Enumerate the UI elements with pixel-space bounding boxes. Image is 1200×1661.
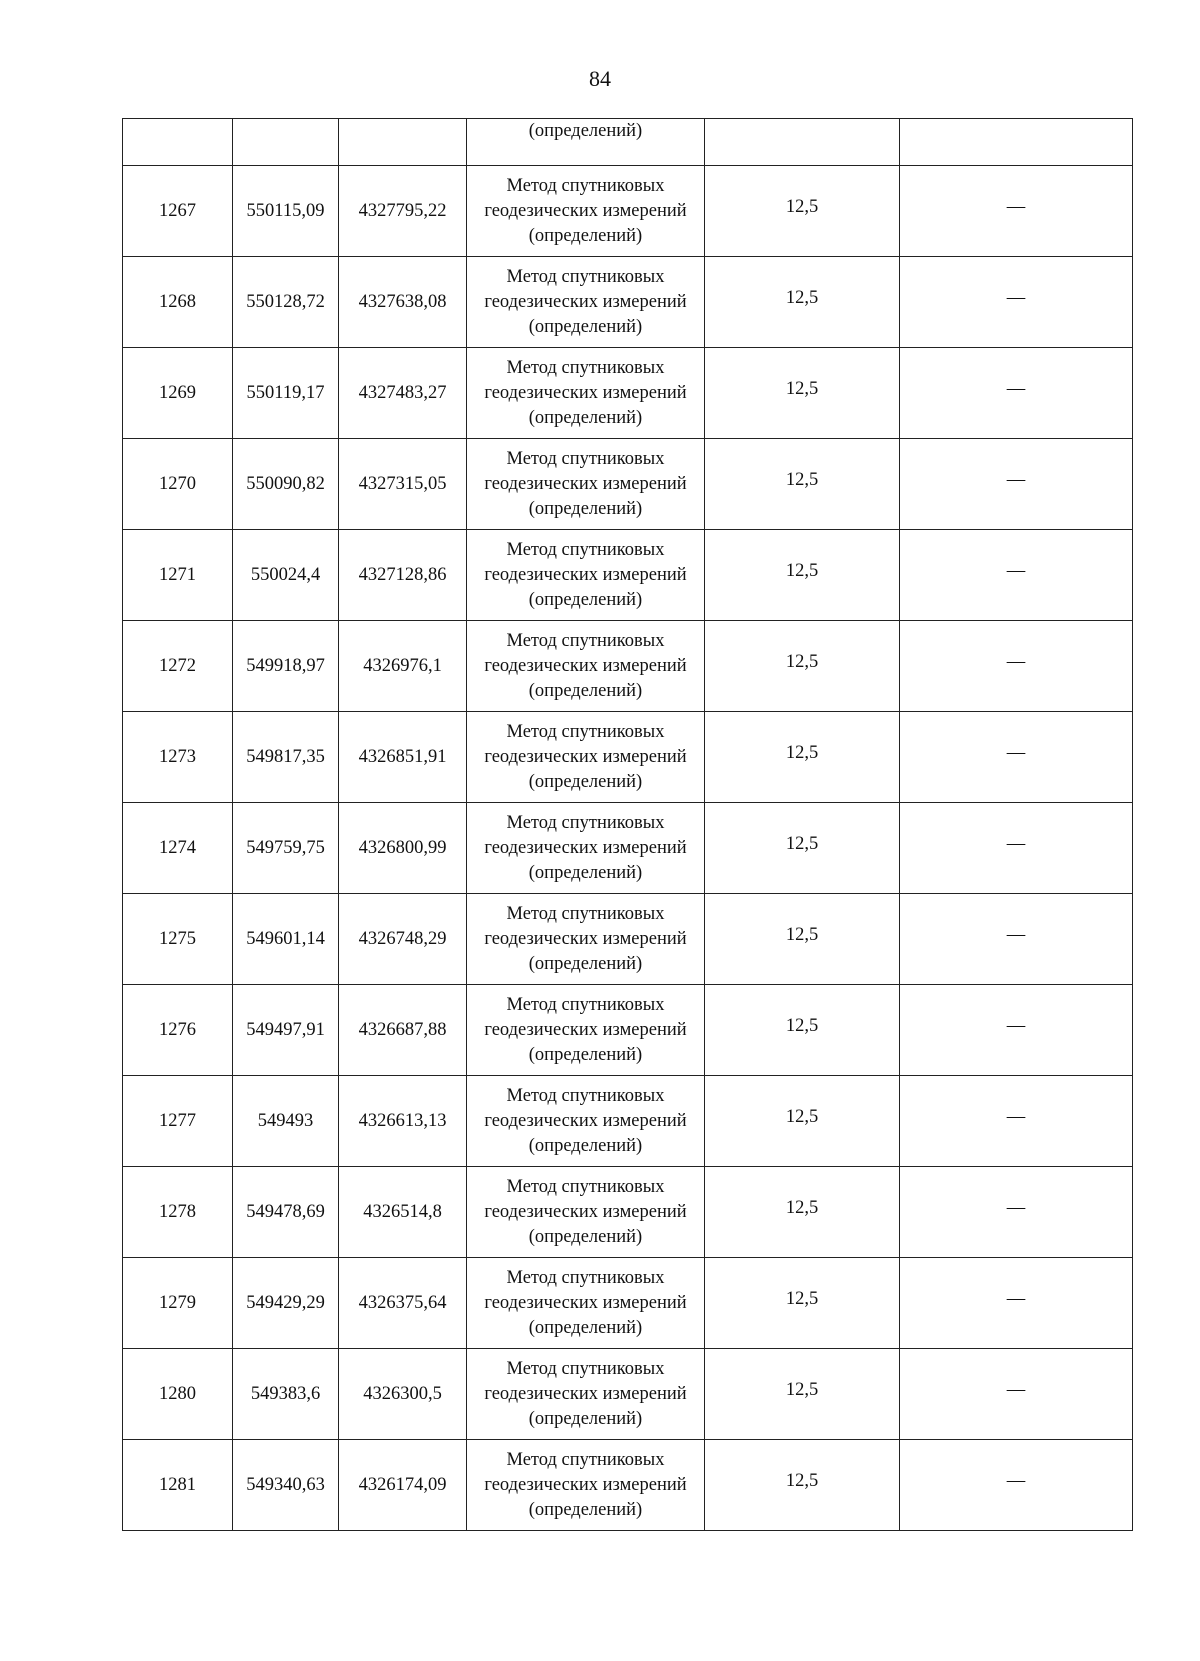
method-cell: [467, 1076, 705, 1167]
point-number-cell: [123, 712, 233, 803]
y-coordinate-cell: [339, 257, 467, 348]
note-cell: [900, 1258, 1133, 1349]
accuracy-cell-text: 12,5: [785, 1288, 819, 1309]
note-cell-text: —: [1006, 1015, 1026, 1036]
point-number-cell-text: 1275: [159, 928, 196, 949]
method-line: геодезических измерений: [484, 473, 687, 494]
accuracy-cell-text: 12,5: [785, 742, 819, 763]
method-line: (определений): [528, 407, 643, 428]
point-number-cell: [123, 439, 233, 530]
y-coordinate-cell: [339, 166, 467, 257]
method-line: геодезических измерений: [484, 382, 687, 403]
accuracy-cell-text: 12,5: [785, 1470, 819, 1491]
y-coordinate-cell: [339, 439, 467, 530]
note-cell: [900, 348, 1133, 439]
accuracy-cell: [705, 803, 900, 894]
method-line: (определений): [528, 1226, 643, 1247]
accuracy-cell-text: 12,5: [785, 1197, 819, 1218]
method-cell: [467, 621, 705, 712]
x-coordinate-cell-text: 549817,35: [246, 746, 325, 767]
table-row: [123, 257, 1133, 348]
table-row: [123, 1258, 1133, 1349]
x-coordinate-cell: [233, 348, 339, 439]
x-coordinate-cell: [233, 1167, 339, 1258]
y-coordinate-cell: [339, 348, 467, 439]
accuracy-cell-text: 12,5: [785, 1015, 819, 1036]
point-number-cell: [123, 1258, 233, 1349]
point-number-cell-text: 1281: [159, 1474, 196, 1495]
table-body: [123, 119, 1133, 1531]
coordinates-table: [122, 118, 1133, 1531]
point-number-cell-text: 1270: [159, 473, 196, 494]
x-coordinate-cell: [233, 712, 339, 803]
point-number-cell-text: 1267: [159, 200, 196, 221]
method-line: (определений): [528, 121, 643, 141]
method-cell: [467, 985, 705, 1076]
y-coordinate-cell: [339, 621, 467, 712]
method-line: Метод спутниковых: [506, 357, 665, 378]
y-coordinate-cell: [339, 1440, 467, 1531]
method-line: Метод спутниковых: [506, 994, 665, 1015]
x-coordinate-cell: [233, 803, 339, 894]
table-row: [123, 1349, 1133, 1440]
x-coordinate-cell: [233, 985, 339, 1076]
method-line: геодезических измерений: [484, 564, 687, 585]
x-coordinate-cell: [233, 894, 339, 985]
method-line: Метод спутниковых: [506, 903, 665, 924]
method-line: Метод спутниковых: [506, 266, 665, 287]
point-number-cell: [123, 1076, 233, 1167]
x-coordinate-cell-text: 550024,4: [250, 564, 321, 585]
accuracy-cell-text: 12,5: [785, 1379, 819, 1400]
method-line: геодезических измерений: [484, 837, 687, 858]
method-line: (определений): [528, 316, 643, 337]
y-coordinate-cell-text: 4326514,8: [363, 1201, 442, 1222]
note-cell-text: —: [1006, 287, 1026, 308]
method-line: (определений): [528, 1408, 643, 1429]
accuracy-cell: [705, 1440, 900, 1531]
x-coordinate-cell-text: 549759,75: [246, 837, 325, 858]
x-coordinate-cell-text: 550090,82: [246, 473, 325, 494]
note-cell-text: —: [1006, 196, 1026, 217]
note-cell: [900, 985, 1133, 1076]
note-cell: [900, 803, 1133, 894]
note-cell-text: —: [1006, 924, 1026, 945]
point-number-cell: [123, 530, 233, 621]
method-cell: [467, 119, 705, 166]
accuracy-cell: [705, 1167, 900, 1258]
note-cell-text: —: [1006, 469, 1026, 490]
x-coordinate-cell-text: 550128,72: [246, 291, 325, 312]
note-cell: [900, 530, 1133, 621]
method-line: (определений): [528, 862, 643, 883]
point-number-cell-text: 1278: [159, 1201, 196, 1222]
y-coordinate-cell: [339, 1349, 467, 1440]
method-line: геодезических измерений: [484, 1110, 687, 1131]
table-row: [123, 1440, 1133, 1531]
point-number-cell: [123, 621, 233, 712]
point-number-cell: [123, 1167, 233, 1258]
y-coordinate-cell-text: 4326748,29: [358, 928, 447, 949]
accuracy-cell-text: 12,5: [785, 1106, 819, 1127]
method-line: Метод спутниковых: [506, 630, 665, 651]
method-line: (определений): [528, 589, 643, 610]
x-coordinate-cell: [233, 530, 339, 621]
point-number-cell-text: 1277: [159, 1110, 196, 1131]
note-cell-text: —: [1006, 1197, 1026, 1218]
point-number-cell: [123, 894, 233, 985]
point-number-cell: [123, 1349, 233, 1440]
method-cell: [467, 894, 705, 985]
method-line: Метод спутниковых: [506, 539, 665, 560]
point-number-cell: [123, 166, 233, 257]
method-cell: [467, 530, 705, 621]
method-line: Метод спутниковых: [506, 721, 665, 742]
accuracy-cell: [705, 530, 900, 621]
method-cell: [467, 803, 705, 894]
method-cell: [467, 166, 705, 257]
x-coordinate-cell-text: 549918,97: [246, 655, 325, 676]
point-number-cell-text: 1276: [159, 1019, 196, 1040]
accuracy-cell: [705, 348, 900, 439]
note-cell-text: —: [1006, 560, 1026, 581]
method-line: геодезических измерений: [484, 200, 687, 221]
method-line: Метод спутниковых: [506, 812, 665, 833]
method-line: геодезических измерений: [484, 1292, 687, 1313]
x-coordinate-cell-text: 549601,14: [246, 928, 325, 949]
note-cell: [900, 1440, 1133, 1531]
note-cell-text: —: [1006, 378, 1026, 399]
y-coordinate-cell-text: 4326851,91: [358, 746, 447, 767]
x-coordinate-cell: [233, 166, 339, 257]
table-row: [123, 166, 1133, 257]
y-coordinate-cell-text: 4326613,13: [358, 1110, 447, 1131]
method-line: (определений): [528, 498, 643, 519]
y-coordinate-cell-text: 4327638,08: [358, 291, 447, 312]
table-row: [123, 348, 1133, 439]
point-number-cell-text: 1273: [159, 746, 196, 767]
method-line: Метод спутниковых: [506, 448, 665, 469]
x-coordinate-cell-text: 550115,09: [246, 200, 325, 221]
method-line: Метод спутниковых: [506, 1358, 665, 1379]
point-number-cell: [123, 985, 233, 1076]
method-line: геодезических измерений: [484, 655, 687, 676]
y-coordinate-cell: [339, 1076, 467, 1167]
y-coordinate-cell: [339, 985, 467, 1076]
accuracy-cell: [705, 166, 900, 257]
accuracy-cell-text: 12,5: [785, 924, 819, 945]
accuracy-cell-text: 12,5: [785, 560, 819, 581]
accuracy-cell: [705, 439, 900, 530]
y-coordinate-cell: [339, 1167, 467, 1258]
table-row: [123, 894, 1133, 985]
point-number-cell: [123, 119, 233, 166]
point-number-cell-text: 1271: [159, 564, 196, 585]
table-row: [123, 1167, 1133, 1258]
point-number-cell-text: 1268: [159, 291, 196, 312]
y-coordinate-cell: [339, 1258, 467, 1349]
table-row: [123, 712, 1133, 803]
method-cell: [467, 712, 705, 803]
accuracy-cell: [705, 119, 900, 166]
method-line: (определений): [528, 953, 643, 974]
table-row: [123, 621, 1133, 712]
table-row: [123, 439, 1133, 530]
accuracy-cell: [705, 1349, 900, 1440]
method-line: Метод спутниковых: [506, 1449, 665, 1470]
point-number-cell-text: 1269: [159, 382, 196, 403]
page-number: 84: [589, 66, 611, 91]
note-cell-text: —: [1006, 742, 1026, 763]
point-number-cell-text: 1274: [159, 837, 196, 858]
accuracy-cell: [705, 712, 900, 803]
note-cell: [900, 439, 1133, 530]
note-cell: [900, 257, 1133, 348]
note-cell-text: —: [1006, 651, 1026, 672]
note-cell: [900, 1076, 1133, 1167]
method-cell: [467, 1440, 705, 1531]
x-coordinate-cell-text: 550119,17: [246, 382, 325, 403]
point-number-cell: [123, 257, 233, 348]
point-number-cell-text: 1280: [159, 1383, 196, 1404]
x-coordinate-cell: [233, 1076, 339, 1167]
y-coordinate-cell-text: 4327315,05: [358, 473, 447, 494]
x-coordinate-cell: [233, 1440, 339, 1531]
note-cell: [900, 119, 1133, 166]
note-cell: [900, 1349, 1133, 1440]
method-line: (определений): [528, 1135, 643, 1156]
method-line: Метод спутниковых: [506, 175, 665, 196]
note-cell-text: —: [1006, 1106, 1026, 1127]
table-row: [123, 1076, 1133, 1167]
method-line: Метод спутниковых: [506, 1085, 665, 1106]
method-line: Метод спутниковых: [506, 1267, 665, 1288]
table-row: [123, 530, 1133, 621]
y-coordinate-cell-text: 4327795,22: [358, 200, 447, 221]
point-number-cell-text: 1272: [159, 655, 196, 676]
accuracy-cell-text: 12,5: [785, 378, 819, 399]
point-number-cell: [123, 348, 233, 439]
point-number-cell: [123, 1440, 233, 1531]
x-coordinate-cell: [233, 1258, 339, 1349]
x-coordinate-cell-text: 549429,29: [246, 1292, 325, 1313]
y-coordinate-cell: [339, 712, 467, 803]
method-line: геодезических измерений: [484, 1019, 687, 1040]
point-number-cell: [123, 803, 233, 894]
method-line: Метод спутниковых: [506, 1176, 665, 1197]
accuracy-cell-text: 12,5: [785, 833, 819, 854]
accuracy-cell: [705, 1258, 900, 1349]
accuracy-cell-text: 12,5: [785, 196, 819, 217]
y-coordinate-cell-text: 4326300,5: [363, 1383, 442, 1404]
note-cell-text: —: [1006, 1288, 1026, 1309]
method-cell: [467, 1349, 705, 1440]
accuracy-cell-text: 12,5: [785, 287, 819, 308]
note-cell: [900, 894, 1133, 985]
note-cell: [900, 1167, 1133, 1258]
y-coordinate-cell-text: 4326375,64: [358, 1292, 447, 1313]
method-line: (определений): [528, 771, 643, 792]
y-coordinate-cell: [339, 530, 467, 621]
x-coordinate-cell-text: 549493: [257, 1110, 314, 1131]
x-coordinate-cell: [233, 1349, 339, 1440]
point-number-cell-text: 1279: [159, 1292, 196, 1313]
accuracy-cell: [705, 257, 900, 348]
x-coordinate-cell: [233, 119, 339, 166]
method-line: геодезических измерений: [484, 746, 687, 767]
method-line: (определений): [528, 225, 643, 246]
note-cell: [900, 166, 1133, 257]
note-cell-text: —: [1006, 833, 1026, 854]
method-line: (определений): [528, 1044, 643, 1065]
table-row: [123, 803, 1133, 894]
y-coordinate-cell-text: 4326687,88: [358, 1019, 447, 1040]
method-line: геодезических измерений: [484, 1383, 687, 1404]
accuracy-cell: [705, 985, 900, 1076]
method-line: (определений): [528, 1499, 643, 1520]
x-coordinate-cell: [233, 439, 339, 530]
x-coordinate-cell-text: 549383,6: [250, 1383, 321, 1404]
note-cell: [900, 712, 1133, 803]
method-cell: [467, 257, 705, 348]
method-cell: [467, 1258, 705, 1349]
method-cell: [467, 1167, 705, 1258]
accuracy-cell: [705, 894, 900, 985]
method-line: геодезических измерений: [484, 291, 687, 312]
accuracy-cell: [705, 621, 900, 712]
accuracy-cell-text: 12,5: [785, 469, 819, 490]
method-line: геодезических измерений: [484, 1474, 687, 1495]
x-coordinate-cell: [233, 257, 339, 348]
y-coordinate-cell: [339, 894, 467, 985]
note-cell-text: —: [1006, 1470, 1026, 1491]
y-coordinate-cell-text: 4327128,86: [358, 564, 447, 585]
table-row: [123, 985, 1133, 1076]
accuracy-cell-text: 12,5: [785, 651, 819, 672]
x-coordinate-cell: [233, 621, 339, 712]
method-cell: [467, 439, 705, 530]
y-coordinate-cell: [339, 119, 467, 166]
method-line: (определений): [528, 680, 643, 701]
method-line: (определений): [528, 1317, 643, 1338]
y-coordinate-cell: [339, 803, 467, 894]
method-line: геодезических измерений: [484, 928, 687, 949]
x-coordinate-cell-text: 549497,91: [246, 1019, 325, 1040]
y-coordinate-cell-text: 4326976,1: [363, 655, 442, 676]
accuracy-cell: [705, 1076, 900, 1167]
note-cell: [900, 621, 1133, 712]
note-cell-text: —: [1006, 1379, 1026, 1400]
x-coordinate-cell-text: 549340,63: [246, 1474, 325, 1495]
method-cell: [467, 348, 705, 439]
y-coordinate-cell-text: 4326174,09: [358, 1474, 447, 1495]
y-coordinate-cell-text: 4327483,27: [358, 382, 447, 403]
y-coordinate-cell-text: 4326800,99: [358, 837, 447, 858]
x-coordinate-cell-text: 549478,69: [246, 1201, 325, 1222]
continuation-row: [123, 119, 1133, 166]
method-line: геодезических измерений: [484, 1201, 687, 1222]
